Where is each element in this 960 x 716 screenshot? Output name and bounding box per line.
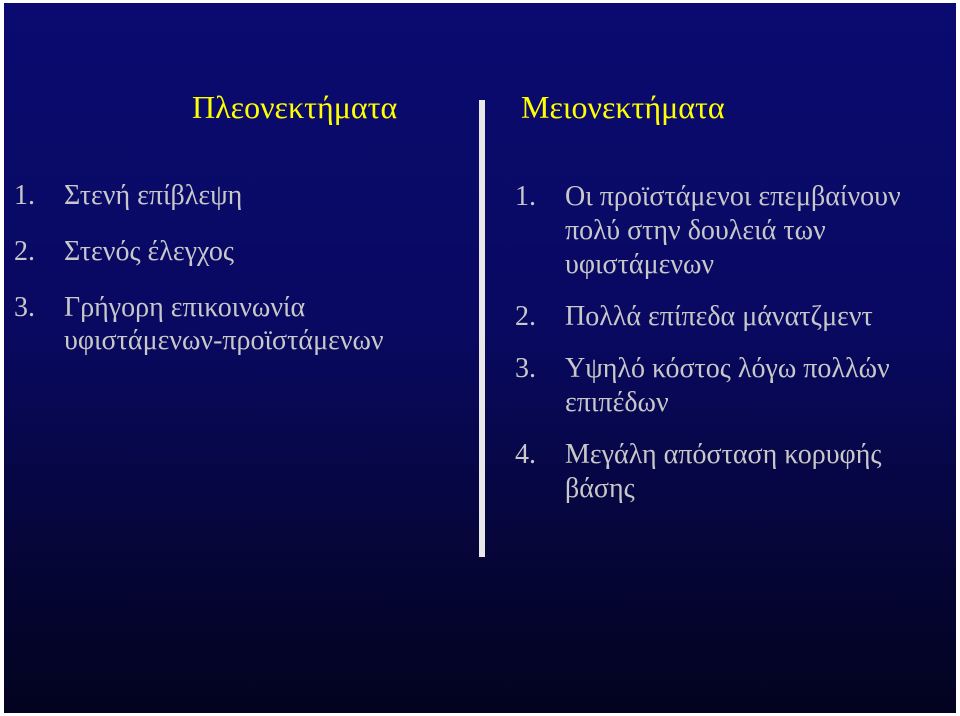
item-line: Μεγάλη απόσταση κορυφής: [565, 439, 882, 470]
item-number: 4.: [515, 439, 536, 470]
disadvantage-item: [515, 180, 901, 282]
item-line: υφιστάμενων-προϊστάμενων: [64, 325, 384, 356]
slide: [4, 3, 956, 713]
item-number: 2.: [515, 301, 536, 332]
disadvantage-item: [515, 438, 901, 506]
item-line: επιπέδων: [565, 387, 669, 418]
item-number: 1.: [515, 181, 536, 212]
item-number: 1.: [14, 180, 35, 211]
disadvantage-item: [515, 300, 901, 334]
item-line: Γρήγορη επικοινωνία: [64, 292, 306, 323]
advantage-item: [14, 291, 384, 357]
advantage-item: [14, 235, 384, 268]
advantages-heading: Πλεονεκτήματα: [192, 89, 398, 125]
item-line: βάσης: [565, 473, 635, 504]
disadvantages-heading: Μειονεκτήματα: [521, 89, 725, 125]
item-line: Στενός έλεγχος: [64, 236, 234, 267]
item-line: Στενή επίβλεψη: [64, 180, 243, 211]
item-line: Υψηλό κόστος λόγω πολλών: [565, 353, 890, 384]
item-line: πολύ στην δουλειά των: [565, 215, 826, 246]
advantages-list: [14, 179, 384, 357]
item-number: 3.: [515, 353, 536, 384]
item-number: 2.: [14, 236, 35, 267]
column-divider: [479, 100, 485, 557]
item-line: Πολλά επίπεδα μάνατζμεντ: [565, 301, 873, 332]
advantage-item: [14, 179, 384, 212]
disadvantage-item: [515, 352, 901, 420]
item-number: 3.: [14, 292, 35, 323]
item-line: Οι προϊστάμενοι επεμβαίνουν: [565, 181, 901, 212]
item-line: υφιστάμενων: [565, 249, 715, 280]
disadvantages-list: [515, 180, 901, 506]
